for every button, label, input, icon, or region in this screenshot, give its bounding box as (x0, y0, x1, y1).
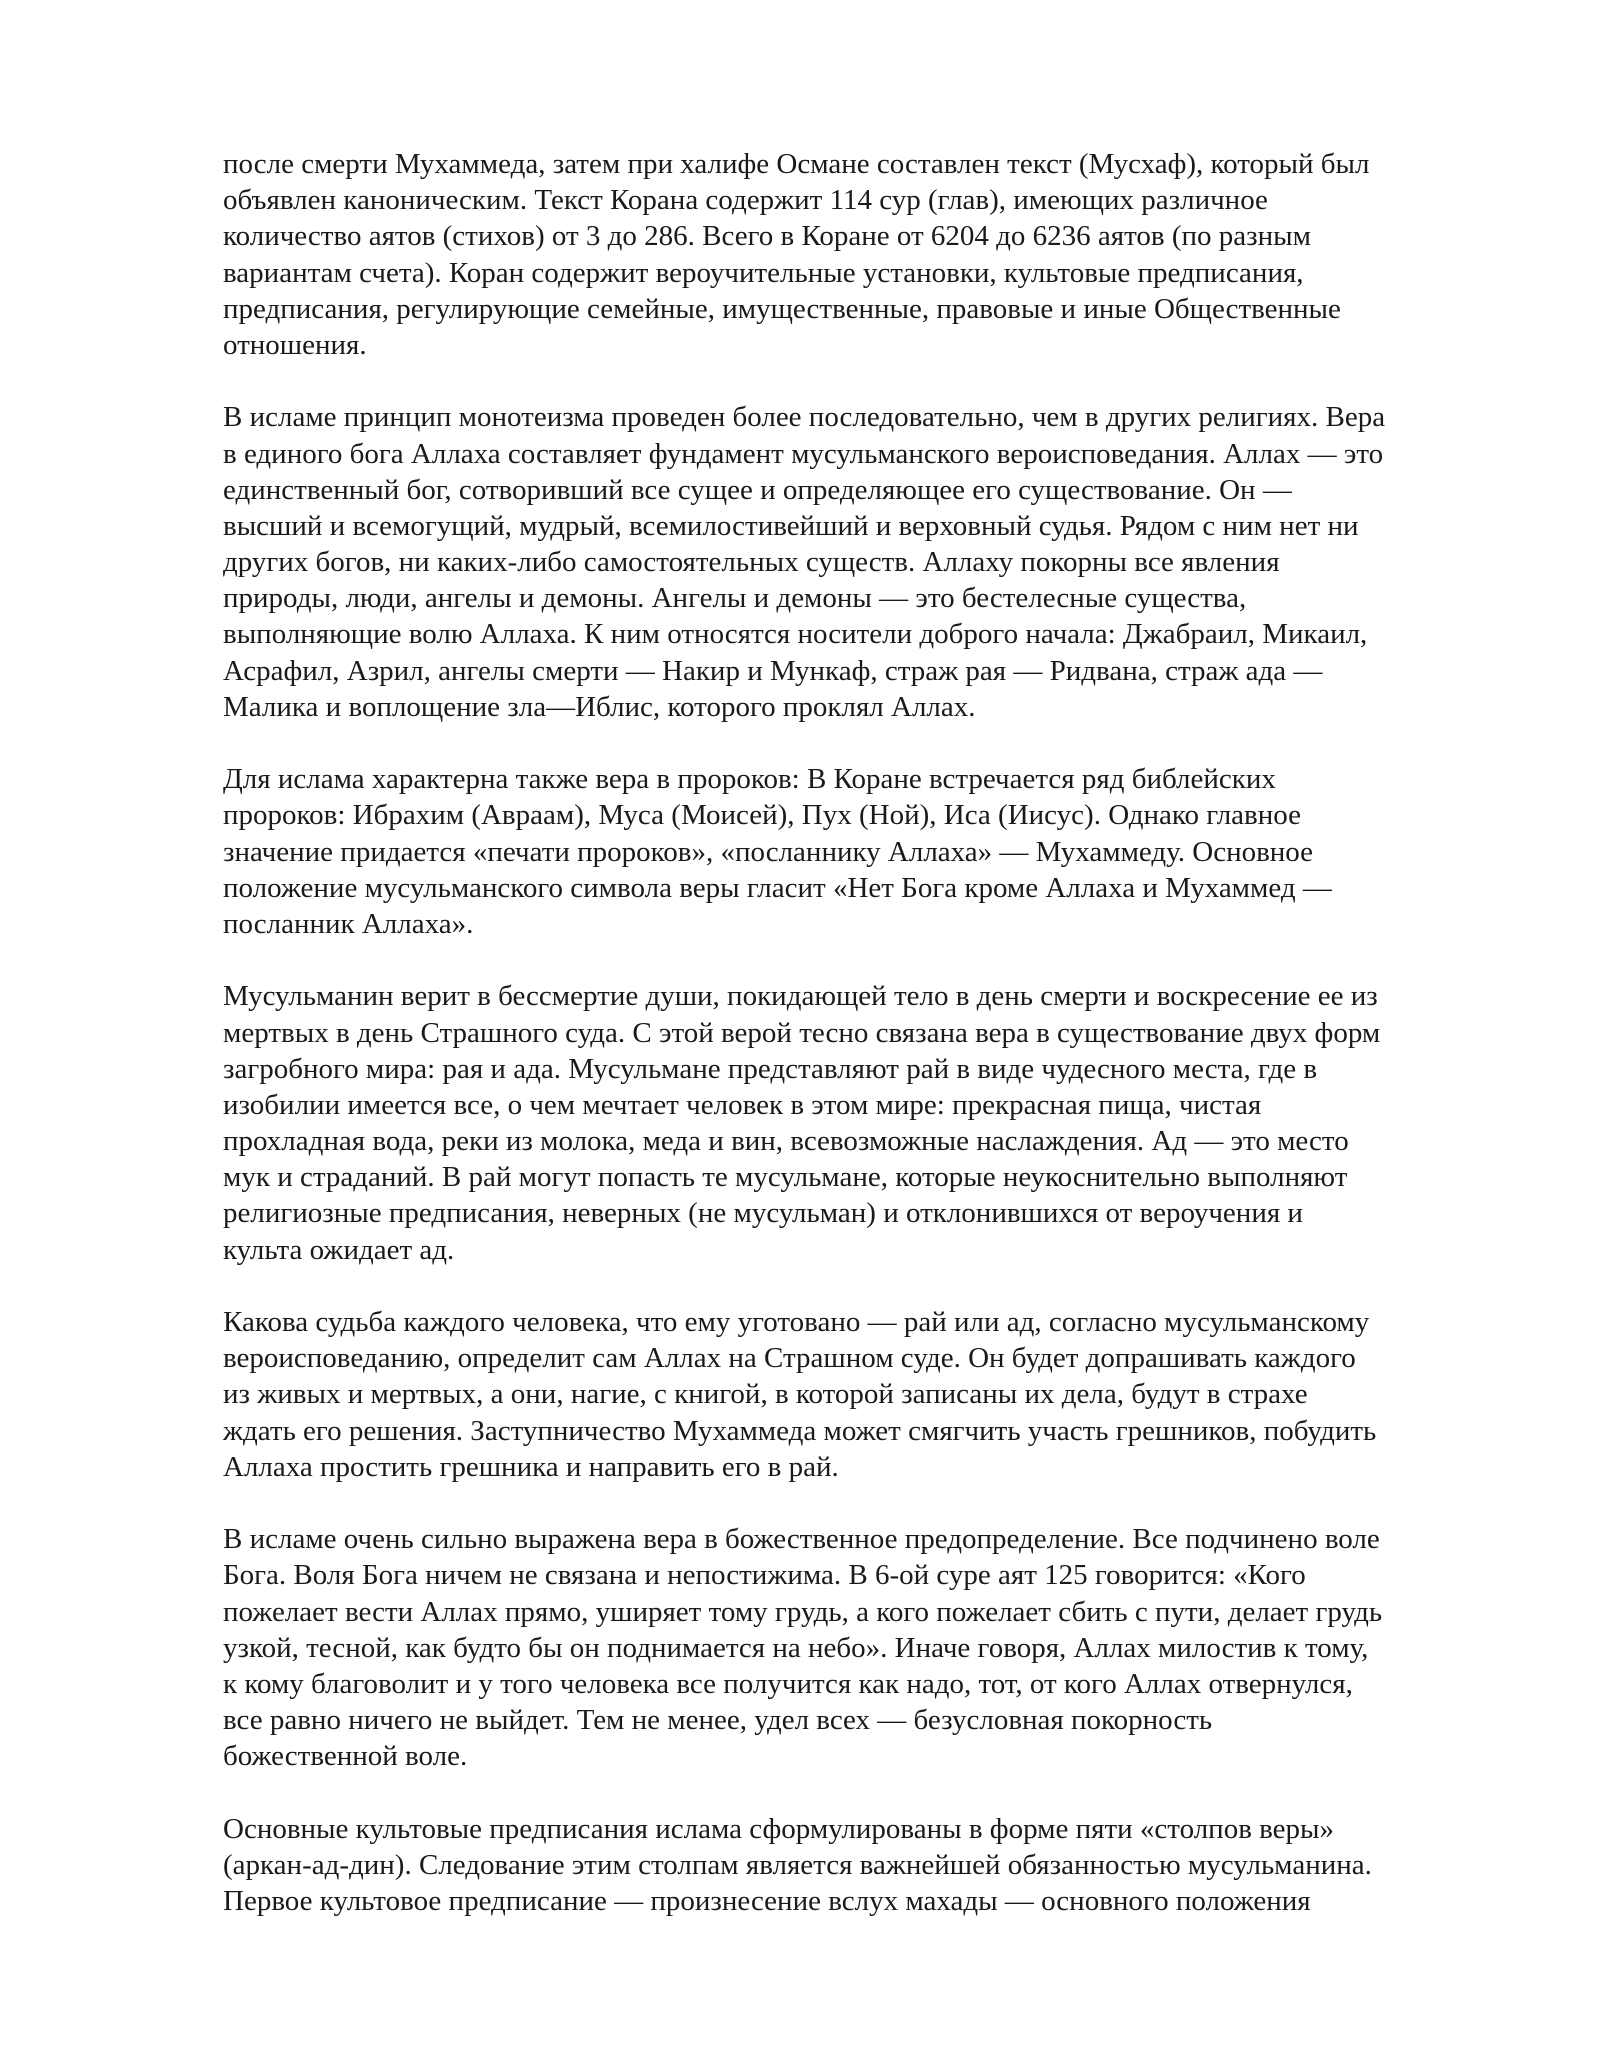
text-line: все равно ничего не выйдет. Тем не менее, удел всех — безусловная покорность (223, 1704, 1213, 1737)
text-line: Малика и воплощение зла—Иблис, которого проклял Аллах. (223, 690, 976, 723)
text-line: вероисповеданию, определит сам Аллах на Страшном суде. Он будет допрашивать каждого (223, 1342, 1356, 1375)
paragraph (223, 1304, 1523, 1485)
text-line: положение мусульманского символа веры гласит «Нет Бога кроме Аллаха и Мухаммед — (223, 871, 1332, 904)
text-line: В исламе принцип монотеизма проведен более последовательно, чем в других религиях. Вера (223, 401, 1386, 434)
text-line: ждать его решения. Заступничество Мухаммеда может смягчить участь грешников, побудить (223, 1414, 1377, 1447)
text-line: после смерти Мухаммеда, затем при халифе Османе составлен текст (Мусхаф), который был (223, 148, 1370, 180)
text-line: прохладная вода, реки из молока, меда и вин, всевозможные наслаждения. Ад — это место (223, 1125, 1349, 1158)
text-line: религиозные предписания, неверных (не мусульман) и отклонившихся от вероучения и (223, 1197, 1303, 1230)
text-line: посланник Аллаха». (223, 907, 474, 940)
text-line: отношения. (223, 328, 367, 361)
document-body (223, 146, 1523, 1955)
text-line: Аллаха простить грешника и направить его в рай. (223, 1450, 839, 1483)
text-line: Какова судьба каждого человека, что ему уготовано — рай или ад, согласно мусульманскому (223, 1306, 1370, 1338)
text-line: предписания, регулирующие семейные, имущественные, правовые и иные Общественные (223, 292, 1341, 325)
text-line: пророков: Ибрахим (Авраам), Муса (Моисей), Пух (Ной), Иса (Иисус). Однако главное (223, 799, 1301, 832)
paragraph (223, 146, 1523, 363)
text-line: в единого бога Аллаха составляет фундамент мусульманского вероисповедания. Аллах — это (223, 437, 1384, 470)
text-line: мук и страданий. В рай могут попасть те мусульмане, которые неукоснительно выполняют (223, 1161, 1348, 1194)
paragraph (223, 1521, 1523, 1774)
text-line: Первое культовое предписание — произнесение вслух махады — основного положения (223, 1885, 1311, 1917)
text-line: высший и всемогущий, мудрый, всемилостивейший и верховный судья. Рядом с ним нет ни (223, 509, 1359, 542)
text-line: других богов, ни каких-либо самостоятельных существ. Аллаху покорны все явления (223, 546, 1280, 579)
text-line: Для ислама характерна также вера в пророков: В Коране встречается ряд библейских (223, 763, 1276, 796)
paragraph (223, 399, 1523, 725)
text-line: изобилии имеется все, о чем мечтает человек в этом мире: прекрасная пища, чистая (223, 1088, 1262, 1121)
text-line: божественной воле. (223, 1740, 468, 1773)
paragraph (223, 978, 1523, 1268)
text-line: культа ожидает ад. (223, 1233, 455, 1266)
text-line: В исламе очень сильно выражена вера в божественное предопределение. Все подчинено воле (223, 1523, 1380, 1556)
paragraph (223, 761, 1523, 942)
text-line: Бога. Воля Бога ничем не связана и непостижима. В 6-ой суре аят 125 говорится: «Кого (223, 1559, 1306, 1592)
text-line: из живых и мертвых, а они, нагие, с книгой, в которой записаны их дела, будут в страхе (223, 1378, 1308, 1411)
text-line: значение придается «печати пророков», «посланнику Аллаха» — Мухаммеду. Основное (223, 835, 1314, 868)
text-line: вариантам счета). Коран содержит вероучительные установки, культовые предписания, (223, 256, 1304, 289)
paragraph (223, 1811, 1523, 1920)
text-line: пожелает вести Аллах прямо, уширяет тому грудь, а кого пожелает сбить с пути, делает грудь (223, 1595, 1383, 1628)
text-line: Асрафил, Азрил, ангелы смерти — Накир и Мункаф, страж рая — Ридвана, страж ада — (223, 654, 1323, 687)
text-line: выполняющие волю Аллаха. К ним относятся носители доброго начала: Джабраил, Микаил, (223, 618, 1368, 651)
text-line: (аркан-ад-дин). Следование этим столпам является важнейшей обязанностью мусульманина. (223, 1848, 1372, 1881)
text-line: мертвых в день Страшного суда. С этой верой тесно связана вера в существование двух форм (223, 1016, 1381, 1049)
text-line: загробного мира: рая и ада. Мусульмане представляют рай в виде чудесного места, где в (223, 1052, 1318, 1085)
text-line: узкой, тесной, как будто бы он поднимается на небо». Иначе говоря, Аллах милостив к тому, (223, 1631, 1369, 1664)
text-line: природы, люди, ангелы и демоны. Ангелы и демоны — это бестелесные существа, (223, 582, 1247, 615)
text-line: единственный бог, сотворивший все сущее и определяющее его существование. Он — (223, 473, 1292, 506)
text-line: количество аятов (стихов) от 3 до 286. Всего в Коране от 6204 до 6236 аятов (по разным (223, 220, 1311, 253)
text-line: Мусульманин верит в бессмертие души, покидающей тело в день смерти и воскресение ее из (223, 980, 1378, 1013)
text-line: к кому благоволит и у того человека все получится как надо, тот, от кого Аллах отвернулся, (223, 1667, 1353, 1700)
text-line: объявлен каноническим. Текст Корана содержит 114 сур (глав), имеющих различное (223, 184, 1268, 217)
text-line: Основные культовые предписания ислама сформулированы в форме пяти «столпов веры» (223, 1812, 1335, 1845)
